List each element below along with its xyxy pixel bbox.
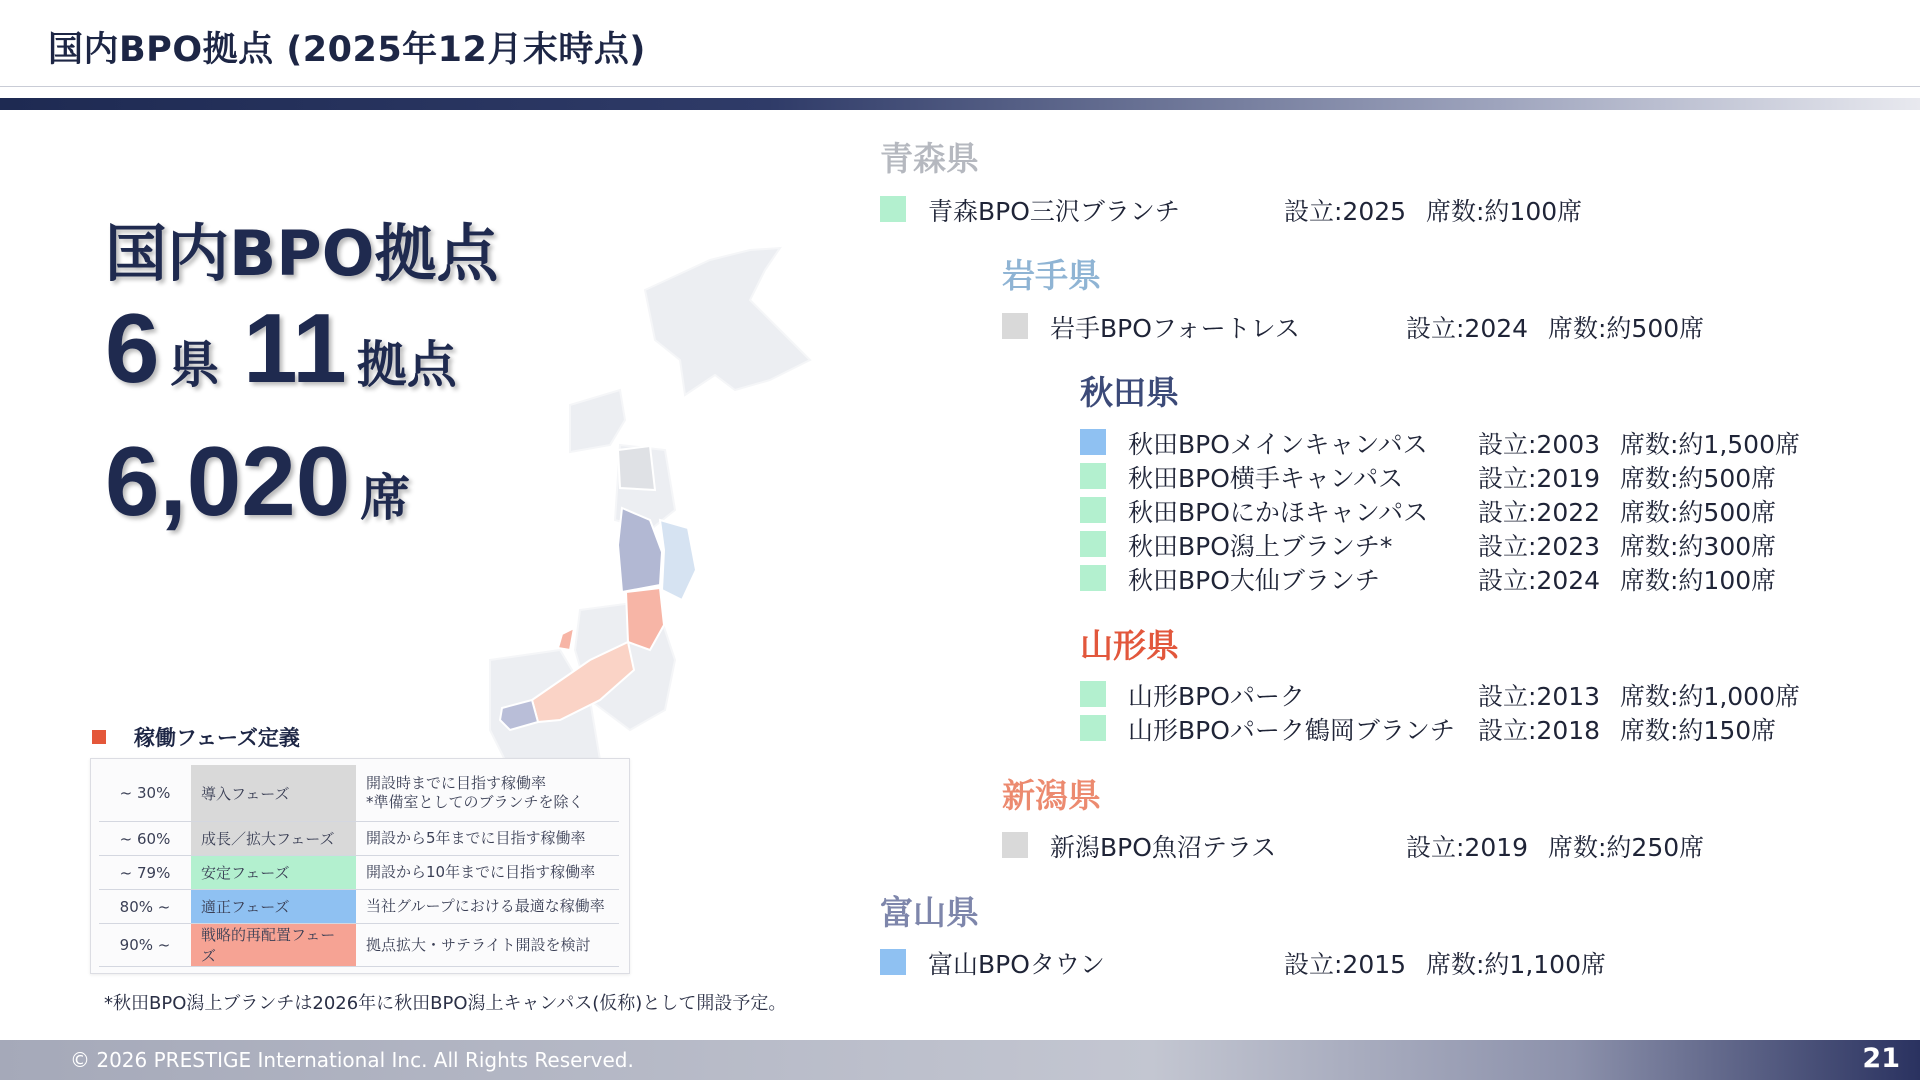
region-title-akita: 秋田県 [1080,373,1179,412]
site-seats: 席数:約300席 [1620,532,1777,561]
region-title-toyama: 富山県 [880,893,979,932]
legend-bullet [92,730,106,744]
legend-phase: 戦略的再配置フェーズ [191,924,356,967]
summary-prefecture-site-row [105,293,498,429]
map-aomori [618,446,655,490]
site-name: 秋田BPOにかほキャンパス [1128,498,1429,527]
legend-rate: ~ 30% [99,765,191,822]
site-name: 富山BPOタウン [928,950,1105,979]
site-seats: 席数:約1,000席 [1620,682,1800,711]
map-sado [558,628,574,650]
site-established: 設立:2025 [1284,197,1407,226]
site-established: 設立:2023 [1478,532,1601,561]
site-established: 設立:2022 [1478,498,1601,527]
legend-phase: 適正フェーズ [191,890,356,924]
site-established: 設立:2024 [1478,566,1601,595]
phase-swatch [1080,715,1106,741]
site-established: 設立:2003 [1478,430,1601,459]
seat-unit: 席 [360,469,411,527]
legend-row [99,856,619,890]
footnote: *秋田BPO潟上ブランチは2026年に秋田BPO潟上キャンパス(仮称)として開設予定。 [104,993,787,1014]
map-iwate [660,520,696,600]
legend-rate: ~ 60% [99,822,191,856]
header-divider [0,86,1920,87]
phase-swatch [1080,463,1106,489]
site-seats: 席数:約150席 [1620,716,1777,745]
site-established: 設立:2013 [1478,682,1601,711]
legend-phase: 成長／拡大フェーズ [191,822,356,856]
site-seats: 席数:約100席 [1426,197,1583,226]
legend-rate: 90% ~ [99,924,191,967]
phase-swatch [880,196,906,222]
region-title-niigata: 新潟県 [1002,776,1101,815]
legend-description: 開設から5年までに目指す稼働率 [356,822,619,856]
region-title-aomori: 青森県 [880,139,979,178]
summary-title: 国内BPO拠点 [105,217,499,290]
site-name: 秋田BPO潟上ブランチ* [1128,532,1393,561]
region-title-yamagata: 山形県 [1080,626,1179,665]
prefecture-count: 6 [105,293,160,403]
header-gradient-bar [0,98,1920,110]
site-name: 青森BPO三沢ブランチ [928,197,1180,226]
legend-row [99,822,619,856]
summary-seat-row [105,426,498,562]
page-number: 21 [1862,1043,1900,1074]
legend-row [99,890,619,924]
legend-title [92,722,300,752]
site-established: 設立:2019 [1478,464,1601,493]
site-established: 設立:2024 [1406,314,1529,343]
legend-description [356,765,619,822]
site-seats: 席数:約250席 [1548,833,1705,862]
legend-phase: 安定フェーズ [191,856,356,890]
site-seats: 席数:約100席 [1620,566,1777,595]
site-name: 秋田BPO横手キャンパス [1128,464,1404,493]
phase-swatch [1080,497,1106,523]
site-seats: 席数:約500席 [1620,464,1777,493]
site-name: 山形BPOパーク [1128,682,1305,711]
phase-swatch [1080,531,1106,557]
site-name: 新潟BPO魚沼テラス [1050,833,1277,862]
map-tohoku-north [570,390,625,452]
site-established: 設立:2018 [1478,716,1601,745]
copyright-text: © 2026 PRESTIGE International Inc. All Rights Reserved. [70,1048,634,1072]
region-title-iwate: 岩手県 [1002,256,1101,295]
legend-phase: 導入フェーズ [191,765,356,822]
phase-swatch [1080,681,1106,707]
legend-desc-note: *準備室としてのブランチを除く [366,793,584,811]
legend-row [99,765,619,822]
legend-description: 当社グループにおける最適な稼働率 [356,890,619,924]
site-seats: 席数:約500席 [1548,314,1705,343]
legend-title-text: 稼働フェーズ定義 [134,726,300,750]
legend-rate: 80% ~ [99,890,191,924]
site-name: 岩手BPOフォートレス [1050,314,1300,343]
legend-description: 開設から10年までに目指す稼働率 [356,856,619,890]
site-name: 秋田BPOメインキャンパス [1128,430,1428,459]
phase-swatch [1002,313,1028,339]
phase-swatch [1002,832,1028,858]
site-seats: 席数:約1,100席 [1426,950,1606,979]
phase-swatch [1080,565,1106,591]
site-unit: 拠点 [356,336,457,394]
site-name: 山形BPOパーク鶴岡ブランチ [1128,716,1455,745]
phase-swatch [1080,429,1106,455]
prefecture-unit: 県 [169,336,220,394]
footer-bar [0,1040,1920,1080]
site-count: 11 [243,293,347,403]
site-established: 設立:2019 [1406,833,1529,862]
legend-desc-line: 開設時までに目指す稼働率 [366,774,547,792]
legend-rate: ~ 79% [99,856,191,890]
phase-swatch [880,949,906,975]
page-title: 国内BPO拠点 (2025年12月末時点) [48,30,646,70]
site-seats: 席数:約500席 [1620,498,1777,527]
legend-description: 拠点拡大・サテライト開設を検討 [356,924,619,967]
seat-count: 6,020 [105,426,351,536]
site-seats: 席数:約1,500席 [1620,430,1800,459]
summary-block [105,212,498,562]
site-established: 設立:2015 [1284,950,1407,979]
site-name: 秋田BPO大仙ブランチ [1128,566,1380,595]
legend-row [99,924,619,967]
map-hokkaido [645,248,810,395]
phase-legend-table [90,758,630,974]
